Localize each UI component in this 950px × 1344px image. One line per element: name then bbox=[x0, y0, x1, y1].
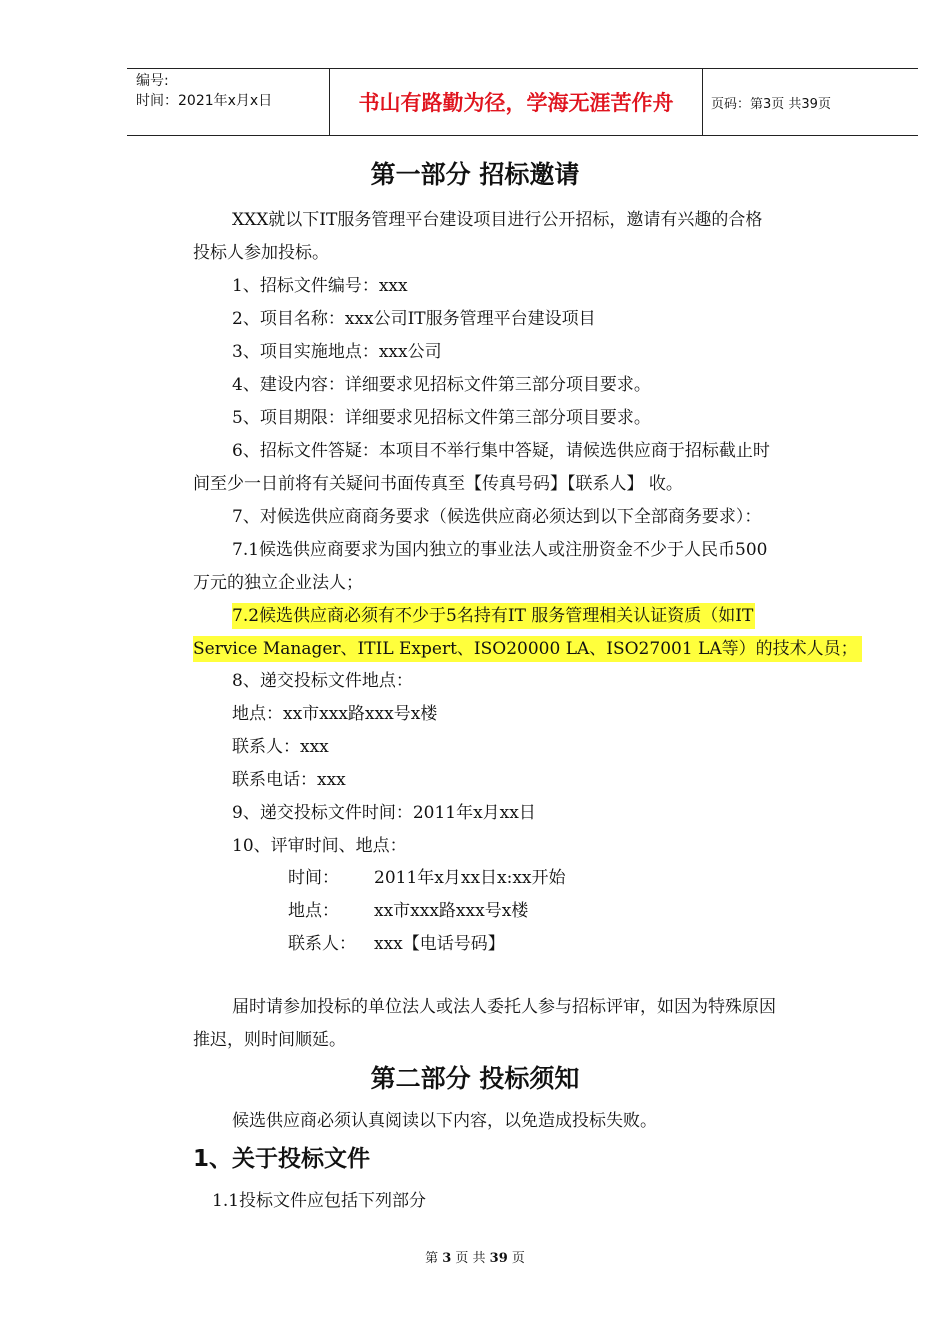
review-place-value: xx市xxx路xxx号x楼 bbox=[374, 901, 529, 921]
item-6-line1: 6、招标文件答疑：本项目不举行集中答疑，请候选供应商于招标截止时 bbox=[232, 441, 770, 461]
item-10: 10、评审时间、地点： bbox=[232, 836, 407, 856]
submission-address: 地点：xx市xxx路xxx号x楼 bbox=[232, 704, 438, 724]
review-place-row bbox=[288, 900, 528, 922]
item-4: 4、建设内容：详细要求见招标文件第三部分项目要求。 bbox=[232, 375, 651, 395]
item-9: 9、递交投标文件时间：2011年x月xx日 bbox=[232, 803, 536, 823]
header-page-number bbox=[703, 69, 918, 135]
item-1: 1、招标文件编号：xxx bbox=[232, 276, 408, 296]
submission-contact: 联系人：xxx bbox=[232, 737, 329, 757]
item-7-2-line1: 7.2候选供应商必须有不少于5名持有IT 服务管理相关认证资质（如IT bbox=[232, 603, 755, 629]
part1-intro-line2: 投标人参加投标。 bbox=[193, 243, 329, 263]
review-contact-row bbox=[288, 933, 505, 955]
footer-middle: 页 共 bbox=[451, 1251, 490, 1266]
header-left-cell bbox=[127, 69, 329, 135]
submission-phone: 联系电话：xxx bbox=[232, 770, 346, 790]
item-8: 8、递交投标文件地点： bbox=[232, 671, 413, 691]
item-7: 7、对候选供应商商务要求（候选供应商必须达到以下全部商务要求）： bbox=[232, 507, 762, 527]
page-header bbox=[127, 68, 918, 136]
header-page-label: 页码：第3页 共39页 bbox=[711, 96, 831, 112]
part1-title: 第一部分 招标邀请 bbox=[370, 160, 580, 189]
review-place-label: 地点： bbox=[288, 901, 339, 921]
review-contact-label: 联系人： bbox=[288, 934, 356, 954]
closing-line2: 推迟，则时间顺延。 bbox=[193, 1030, 346, 1050]
item-2: 2、项目名称：xxx公司IT服务管理平台建设项目 bbox=[232, 309, 596, 329]
section-1-heading: 1、关于投标文件 bbox=[193, 1146, 371, 1172]
item-7-1-line1: 7.1候选供应商要求为国内独立的事业法人或注册资金不少于人民币500 bbox=[232, 540, 768, 560]
closing-line1: 届时请参加投标的单位法人或法人委托人参与招标评审，如因为特殊原因 bbox=[232, 997, 776, 1017]
review-contact-value: xxx【电话号码】 bbox=[374, 934, 505, 954]
header-motto: 书山有路勤为径，学海无涯苦作舟 bbox=[329, 69, 703, 135]
review-time-row bbox=[288, 867, 566, 889]
footer-suffix: 页 bbox=[507, 1251, 525, 1266]
page-footer bbox=[0, 1247, 950, 1266]
part2-title: 第二部分 投标须知 bbox=[370, 1064, 580, 1093]
item-7-1-line2: 万元的独立企业法人； bbox=[193, 573, 363, 593]
section-1-1: 1.1投标文件应包括下列部分 bbox=[212, 1191, 427, 1211]
item-6-line2: 间至少一日前将有关疑问书面传真至【传真号码】【联系人】 收。 bbox=[193, 474, 683, 494]
footer-page: 3 bbox=[442, 1251, 452, 1266]
item-3: 3、项目实施地点：xxx公司 bbox=[232, 342, 442, 362]
part1-intro-line1: XXX就以下IT服务管理平台建设项目进行公开招标，邀请有兴趣的合格 bbox=[232, 210, 763, 230]
item-7-2-line2: Service Manager、ITIL Expert、ISO20000 LA、ISO27001 LA等）的技术人员； bbox=[193, 636, 862, 662]
review-time-value: 2011年x月xx日x:xx开始 bbox=[374, 868, 566, 888]
document-time-label: 时间：2021年x月x日 bbox=[136, 93, 273, 109]
document-code-label: 编号: bbox=[136, 73, 169, 89]
footer-total: 39 bbox=[489, 1251, 508, 1266]
footer-prefix: 第 bbox=[425, 1251, 443, 1266]
part2-intro: 候选供应商必须认真阅读以下内容，以免造成投标失败。 bbox=[232, 1111, 657, 1131]
item-5: 5、项目期限：详细要求见招标文件第三部分项目要求。 bbox=[232, 408, 651, 428]
review-time-label: 时间： bbox=[288, 868, 339, 888]
